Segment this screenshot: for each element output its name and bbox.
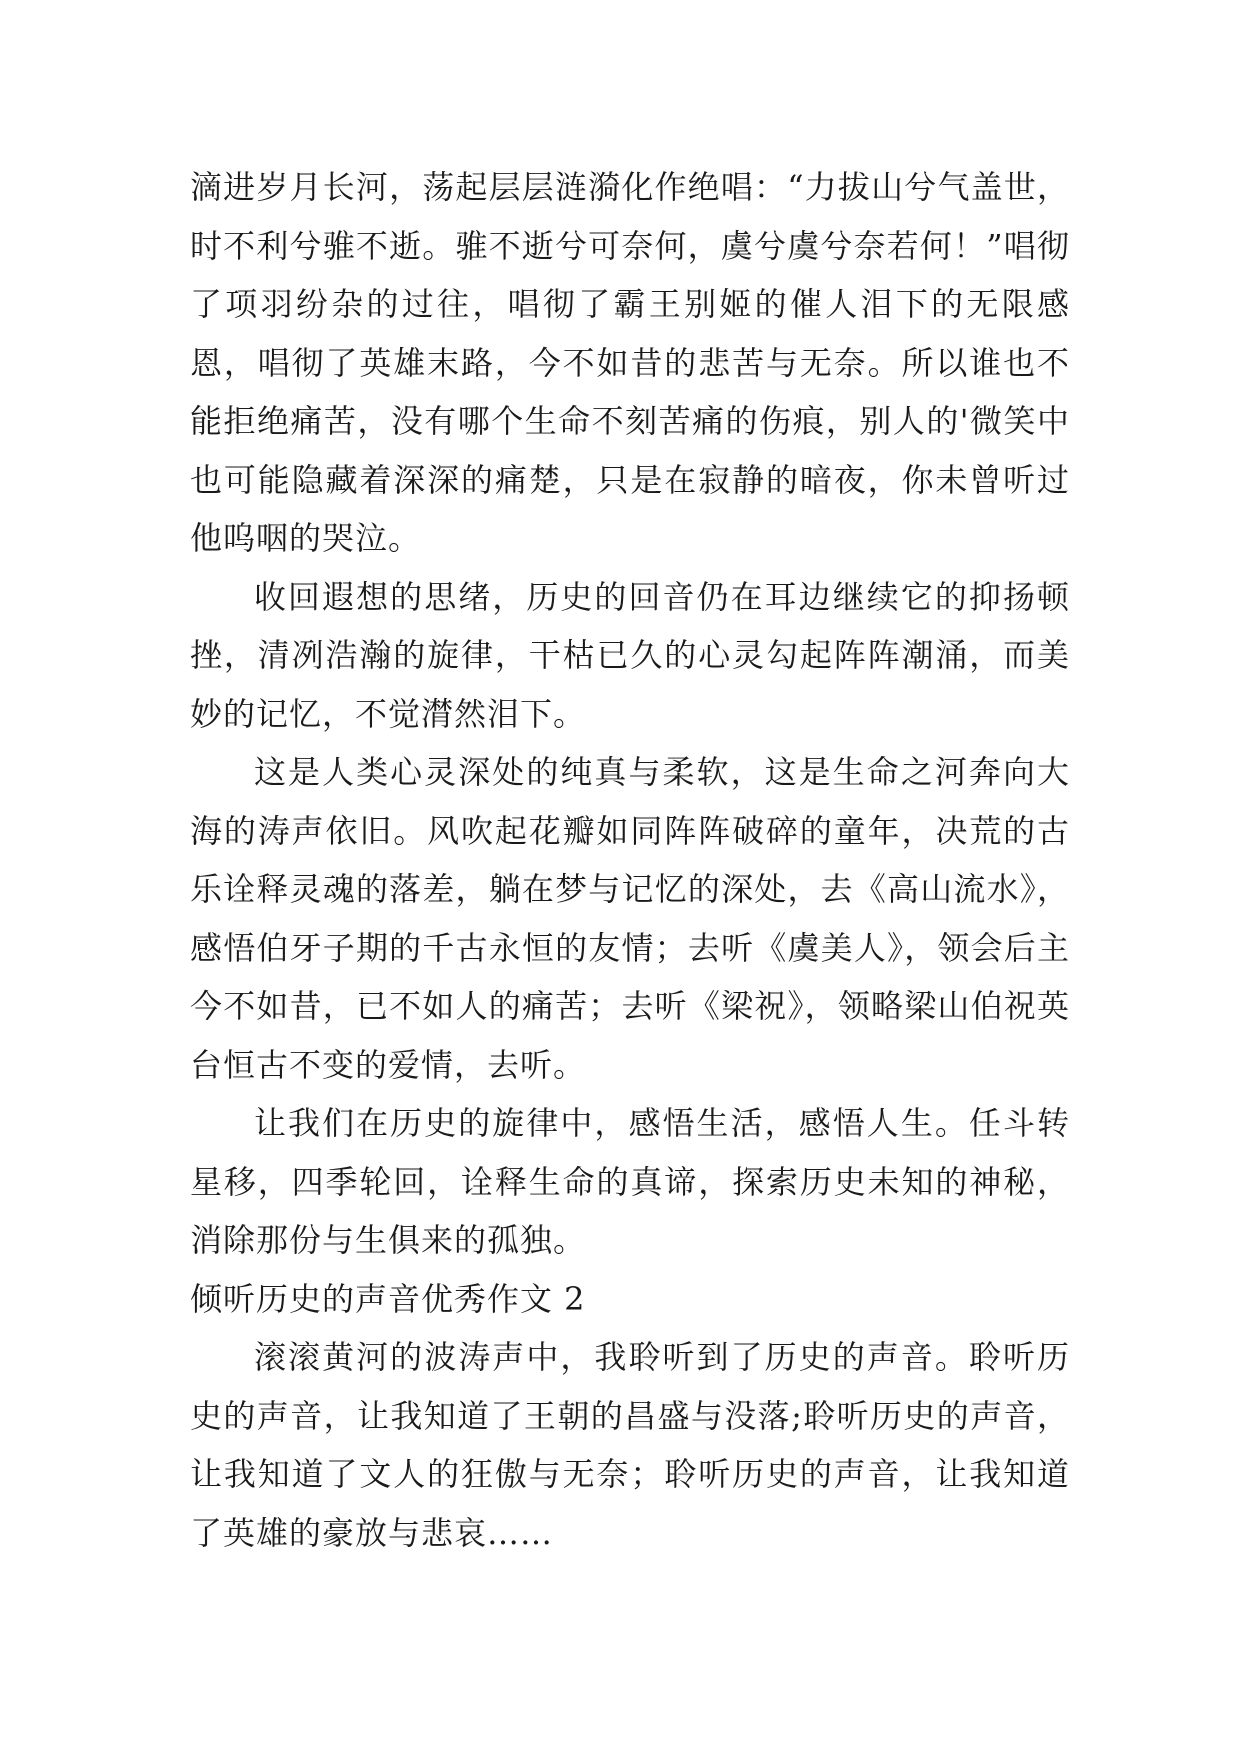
paragraph-1: 滴进岁月长河，荡起层层涟漪化作绝唱：“力拔山兮气盖世，时不利兮骓不逝。骓不逝兮可奈何，虞兮虞兮奈若何！”唱彻了项羽纷杂的过往，唱彻了霸王别姬的催人泪下的无限感恩，唱彻了英雄末路，今不如昔的悲苦与无奈。所以谁也不能拒绝痛苦，没有哪个生命不刻苦痛的伤痕，别人的'微笑中也可能隐藏着深深的痛楚，只是在寂静的暗夜，你未曾听过他呜咽的哭泣。 (190, 168, 1070, 557)
document-body (190, 158, 1070, 1562)
paragraph-5: 滚滚黄河的波涛声中，我聆听到了历史的声音。聆听历史的声音，让我知道了王朝的昌盛与没落;聆听历史的声音，让我知道了文人的狂傲与无奈；聆听历史的声音，让我知道了英雄的豪放与悲哀…… (190, 1338, 1070, 1552)
paragraph-3: 这是人类心灵深处的纯真与柔软，这是生命之河奔向大海的涛声依旧。风吹起花瓣如同阵阵破碎的童年，决荒的古乐诠释灵魂的落差，躺在梦与记忆的深处，去《高山流水》，感悟伯牙子期的千古永恒的友情；去听《虞美人》，领会后主今不如昔，已不如人的痛苦；去听《梁祝》，领略梁山伯祝英台恒古不变的爱情，去听。 (190, 753, 1070, 1084)
paragraph-2: 收回遐想的思绪，历史的回音仍在耳边继续它的抑扬顿挫，清冽浩瀚的旋律，干枯已久的心灵勾起阵阵潮涌，而美妙的记忆，不觉潸然泪下。 (190, 577, 1070, 733)
section-heading: 倾听历史的声音优秀作文 2 (190, 1279, 586, 1318)
paragraph-4: 让我们在历史的旋律中，感悟生活，感悟人生。任斗转星移，四季轮回，诠释生命的真谛，探索历史未知的神秘，消除那份与生俱来的孤独。 (190, 1104, 1070, 1259)
